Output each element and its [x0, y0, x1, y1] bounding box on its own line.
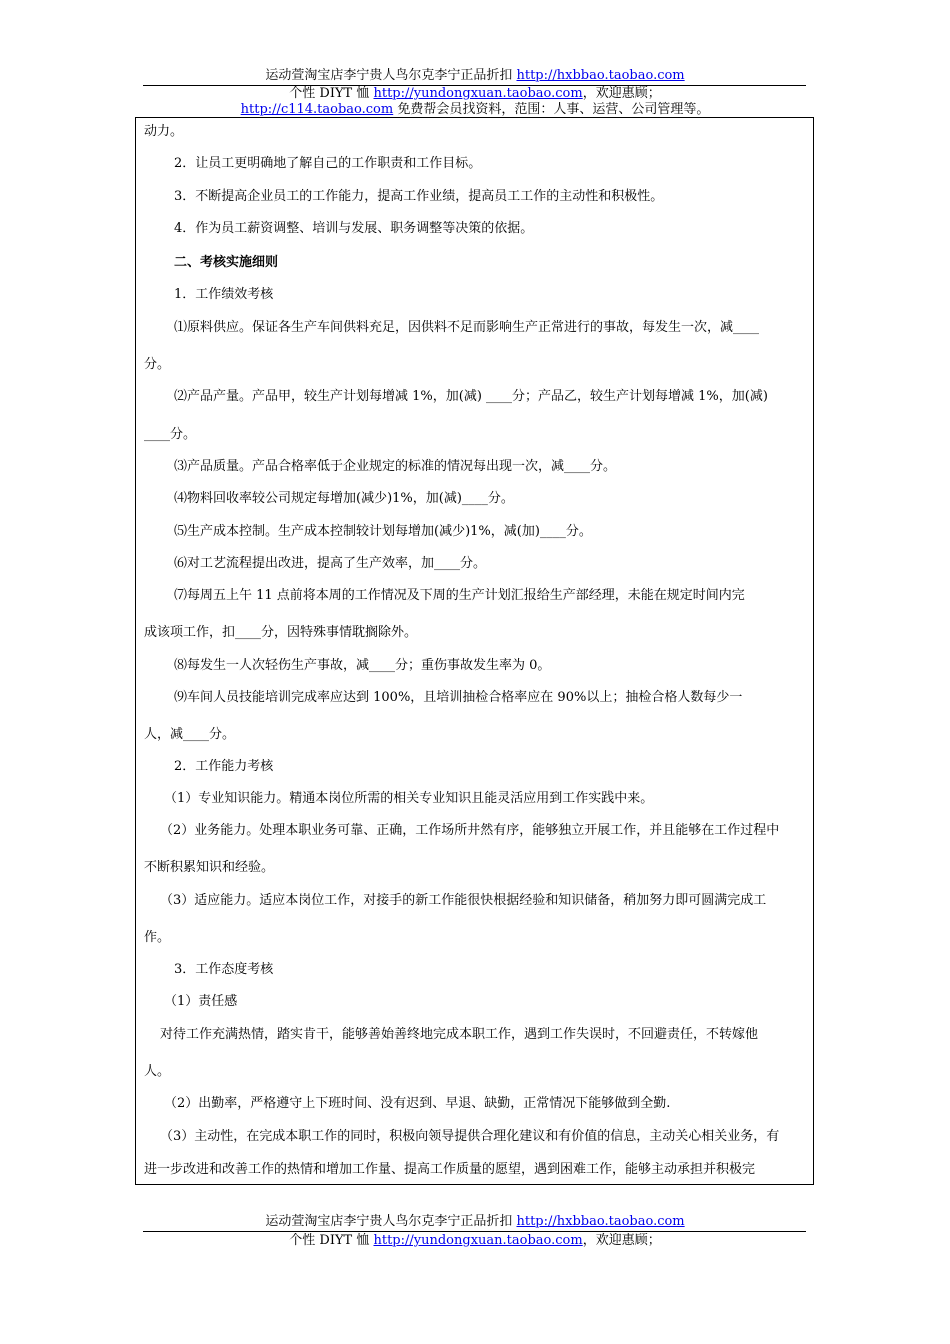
body-line: 成该项工作，扣____分，因特殊事情耽搁除外。: [144, 625, 418, 640]
footer-shop-link[interactable]: http://hxbbao.taobao.com: [516, 1214, 685, 1229]
body-line: （1）责任感: [164, 994, 238, 1009]
body-line: （3）适应能力。适应本岗位工作，对接手的新工作能很快根据经验和知识储备，稍加努力即可圆满完成工: [160, 893, 767, 908]
section-heading: 二、考核实施细则: [174, 255, 279, 270]
header-diy-link[interactable]: http://yundongxuan.taobao.com: [373, 86, 583, 101]
body-line: 4．作为员工薪资调整、培训与发展、职务调整等决策的依据。: [174, 221, 534, 236]
body-line: ⑴原料供应。保证各生产车间供料充足，因供料不足而影响生产正常进行的事故，每发生一次，减____: [174, 320, 760, 335]
body-line: ⑹对工艺流程提出改进，提高了生产效率，加____分。: [174, 556, 487, 571]
header-welcome-text: ，欢迎惠顾；: [582, 86, 661, 101]
body-line: 进一步改进和改善工作的热情和增加工作量、提高工作质量的愿望，遇到困难工作，能够主动承担并积极完: [144, 1162, 756, 1177]
body-line: ⑷物料回收率较公司规定每增加(减少)1%，加(减)____分。: [174, 491, 514, 506]
header-service-text: 免费帮会员找资料，范围：人事、运营、公司管理等。: [393, 102, 710, 117]
body-line: 对待工作充满热情，踏实肯干，能够善始善终地完成本职工作，遇到工作失误时，不回避责任，不转嫁他: [160, 1027, 759, 1042]
body-line: ⑼车间人员技能培训完成率应达到 100%，且培训抽检合格率应在 90%以上；抽检合格人数每少一: [174, 690, 743, 705]
body-line: 动力。: [144, 124, 184, 139]
body-line: ⑻每发生一人次轻伤生产事故，减____分；重伤事故发生率为 0。: [174, 658, 551, 673]
body-line: （3）主动性，在完成本职工作的同时，积极向领导提供合理化建议和有价值的信息，主动关心相关业务，有: [160, 1129, 780, 1144]
body-line: （2）业务能力。处理本职业务可靠、正确，工作场所井然有序，能够独立开展工作，并且能够在工作过程中: [160, 823, 780, 838]
subsection-heading: 1．工作绩效考核: [174, 287, 274, 302]
footer-divider: [143, 1231, 806, 1232]
body-line: （1）专业知识能力。精通本岗位所需的相关专业知识且能灵活应用到工作实践中来。: [164, 791, 654, 806]
footer-welcome-text: ，欢迎惠顾；: [582, 1233, 661, 1248]
body-line: （2）出勤率，严格遵守上下班时间、没有迟到、早退、缺勤，正常情况下能够做到全勤.: [164, 1096, 671, 1111]
header-shop-text: 运动萱淘宝店李宁贵人鸟尔克李宁正品折扣: [265, 68, 517, 83]
header-line-1: [0, 68, 950, 83]
subsection-heading: 3．工作态度考核: [174, 962, 274, 977]
body-line: ____分。: [144, 427, 197, 442]
document-body-box: [135, 117, 814, 1185]
body-line: 人，减____分。: [144, 727, 236, 742]
body-line: 不断积累知识和经验。: [144, 860, 275, 875]
footer-diy-text: 个性 DIYT 恤: [289, 1233, 374, 1248]
body-line: ⑺每周五上午 11 点前将本周的工作情况及下周的生产计划汇报给生产部经理，未能在规定时间内完: [174, 588, 745, 603]
footer-line-2: [0, 1233, 950, 1248]
body-line: 人。: [144, 1064, 171, 1079]
header-line-2: [0, 86, 950, 101]
header-line-3: [0, 102, 950, 117]
body-line: ⑶产品质量。产品合格率低于企业规定的标准的情况每出现一次，减____分。: [174, 459, 617, 474]
footer-shop-text: 运动萱淘宝店李宁贵人鸟尔克李宁正品折扣: [265, 1214, 517, 1229]
body-line: 作。: [144, 930, 171, 945]
header-shop-link[interactable]: http://hxbbao.taobao.com: [516, 68, 685, 83]
footer-diy-link[interactable]: http://yundongxuan.taobao.com: [373, 1233, 583, 1248]
subsection-heading: 2．工作能力考核: [174, 759, 274, 774]
body-line: 分。: [144, 357, 171, 372]
body-line: 2．让员工更明确地了解自己的工作职责和工作目标。: [174, 156, 482, 171]
header-diy-text: 个性 DIYT 恤: [289, 86, 374, 101]
body-line: ⑵产品产量。产品甲，较生产计划每增减 1%，加(减) ____分；产品乙，较生产计划每增减 1%，加(减): [174, 389, 768, 404]
footer-line-1: [0, 1214, 950, 1229]
body-line: ⑸生产成本控制。生产成本控制较计划每增加(减少)1%，减(加)____分。: [174, 524, 592, 539]
body-line: 3．不断提高企业员工的工作能力，提高工作业绩，提高员工工作的主动性和积极性。: [174, 189, 664, 204]
header-c114-link[interactable]: http://c114.taobao.com: [240, 102, 394, 117]
